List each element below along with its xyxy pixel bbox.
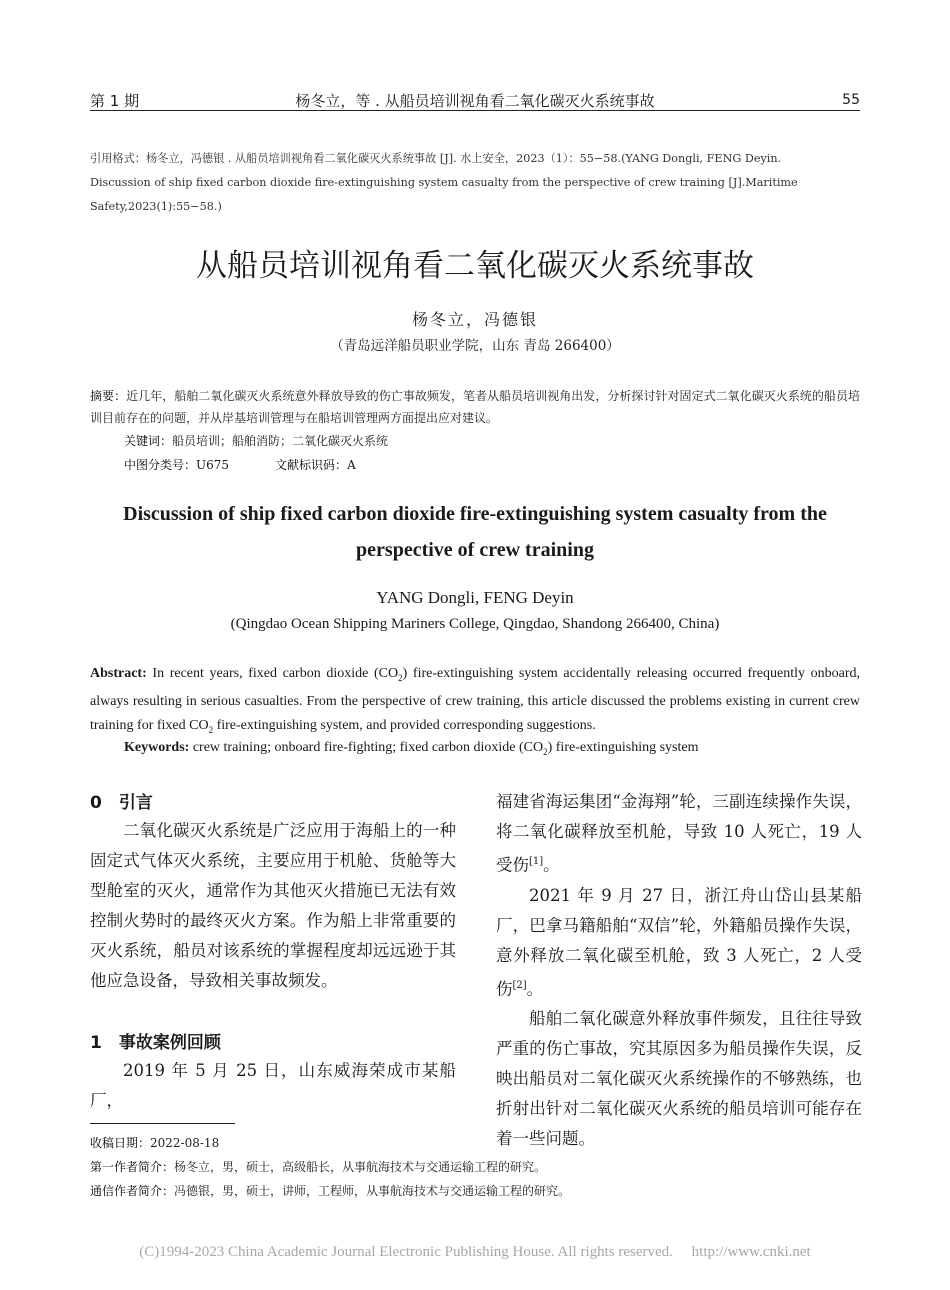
- keywords-en-part1: crew training; onboard fire-fighting; fixed carbon dioxide (CO: [189, 740, 544, 755]
- abstract-cn-label: 摘要：: [90, 389, 127, 403]
- case-1-end: 。: [543, 855, 560, 875]
- section-1-paragraph: 2019 年 5 月 25 日，山东威海荣成市某船厂，: [90, 1061, 456, 1110]
- abstract-en-label: Abstract:: [90, 666, 147, 681]
- co2-subscript: 2: [398, 672, 403, 683]
- body-right-column: [496, 787, 862, 1154]
- case-paragraph-2: [496, 881, 862, 1005]
- keywords-en-part2: ) fire-extinguishing system: [547, 740, 699, 755]
- footnote-corresponding-author: [90, 1180, 570, 1202]
- citation-line-1: 引用格式：杨冬立，冯德银 . 从船员培训视角看二氧化碳灭火系统事故 [J]. 水上安全，2023（1）：55−58.(YANG Dongli, FENG Deyin.: [90, 152, 782, 165]
- title-en-line-1: Discussion of ship fixed carbon dioxide fire-extinguishing system casualty from the: [123, 503, 827, 525]
- citation-line-2: Discussion of ship fixed carbon dioxide fire-extinguishing system casualty from the perspective of crew training [J].Maritime Safety,2023(1):55−58.): [90, 176, 798, 213]
- case-1-text: 福建省海运集团“金海翔”轮，三副连续操作失误，将二氧化碳释放至机舱，导致 10 人死亡，19 人受伤: [496, 792, 862, 875]
- abstract-cn: [90, 385, 860, 429]
- title-en: [90, 496, 860, 568]
- running-header: [90, 88, 860, 112]
- clc-value: U675: [196, 458, 230, 472]
- doc-code-label: 文献标识码：: [275, 458, 348, 472]
- reference-1: [1]: [529, 856, 544, 867]
- page-number: 55: [842, 92, 860, 108]
- keywords-en: [124, 736, 698, 764]
- corr-author-value: 冯德银，男，硕士，讲师，工程师，从事航海技术与交通运输工程的研究。: [174, 1184, 571, 1198]
- footnote-first-author: [90, 1156, 546, 1178]
- footnote-rule: [90, 1123, 235, 1124]
- abstract-en-part3: fire-extinguishing system, and provided corresponding suggestions.: [213, 717, 596, 733]
- first-author-label: 第一作者简介：: [90, 1160, 175, 1174]
- issue-number: 第 1 期: [90, 92, 140, 110]
- co2-subscript: 2: [543, 746, 548, 757]
- corr-author-label: 通信作者简介：: [90, 1184, 175, 1198]
- abstract-en-part1: In recent years, fixed carbon dioxide (CO: [146, 666, 399, 681]
- copyright-watermark: (C)1994-2023 China Academic Journal Electronic Publishing House. All rights reserved. http://www.cnki.net: [139, 1244, 811, 1260]
- case-2-text: 2021 年 9 月 27 日，浙江舟山岱山县某船厂，巴拿马籍船舶“双信”轮，外籍船员操作失误，意外释放二氧化碳至机舱，致 3 人死亡，2 人受伤: [496, 885, 862, 998]
- running-title: 杨冬立，等 . 从船员培训视角看二氧化碳灭火系统事故: [295, 92, 655, 110]
- abstract-en-part2: ) fire-extinguishing system accidentally releasing occurred frequently onboard, always resulting in serious casualties. From the perspective of crew training, this article discussed the problems existing in current crew training for fixed CO: [90, 666, 860, 733]
- authors-cn: 杨冬立，冯德银: [411, 310, 538, 329]
- section-0-heading: 0 引言: [90, 793, 153, 813]
- first-author-value: 杨冬立，男，硕士，高级船长，从事航海技术与交通运输工程的研究。: [174, 1160, 547, 1174]
- authors-en: YANG Dongli, FENG Deyin: [376, 588, 574, 607]
- co2-subscript: 2: [208, 724, 214, 735]
- keywords-cn: [124, 430, 388, 452]
- header-rule: [90, 110, 860, 111]
- case-2-end: 。: [526, 979, 544, 998]
- received-value: 2022-08-18: [150, 1136, 220, 1150]
- clc-label: 中图分类号：: [124, 458, 197, 472]
- section-1-heading: 1 事故案例回顾: [90, 1033, 221, 1053]
- title-cn: 从船员培训视角看二氧化碳灭火系统事故: [196, 248, 754, 284]
- body-left-column: [90, 788, 456, 1116]
- section-0-paragraph: 二氧化碳灭火系统是广泛应用于海船上的一种固定式气体灭火系统，主要应用于机舱、货舱等大型舱室的灭火，通常作为其他灭火措施已无法有效控制火势时的最终灭火方案。作为船上非常重要的灭火系统，船员对该系统的掌握程度却远远逊于其他应急设备，导致相关事故频发。: [90, 821, 456, 990]
- doc-code-value: A: [347, 458, 356, 472]
- reference-2: [2]: [512, 979, 527, 991]
- keywords-cn-label: 关键词：: [124, 434, 173, 448]
- title-en-line-2: perspective of crew training: [356, 539, 594, 561]
- case-paragraph-1: [496, 787, 862, 881]
- affiliation-cn: （青岛远洋船员职业学院，山东 青岛 266400）: [330, 338, 620, 354]
- classification: [124, 454, 356, 476]
- affiliation-en: (Qingdao Ocean Shipping Mariners College, Qingdao, Shandong 266400, China): [230, 616, 720, 632]
- keywords-en-label: Keywords:: [124, 740, 190, 755]
- keywords-cn-text: 船员培训；船舶消防；二氧化碳灭火系统: [172, 434, 389, 448]
- footnote-received: [90, 1132, 219, 1154]
- analysis-paragraph: 船舶二氧化碳意外释放事件频发，且往往导致严重的伤亡事故，究其原因多为船员操作失误，反映出船员对二氧化碳灭火系统操作的不够熟练，也折射出针对二氧化碳灭火系统的船员培训可能存在着一些问题。: [496, 1009, 862, 1148]
- received-label: 收稿日期：: [90, 1136, 151, 1150]
- abstract-en: [90, 662, 860, 742]
- abstract-cn-text: 近几年，船舶二氧化碳灭火系统意外释放导致的伤亡事故频发，笔者从船员培训视角出发，分析探讨针对固定式二氧化碳灭火系统的船员培训目前存在的问题，并从岸基培训管理与在船培训管理两方面提出应对建议。: [90, 389, 860, 425]
